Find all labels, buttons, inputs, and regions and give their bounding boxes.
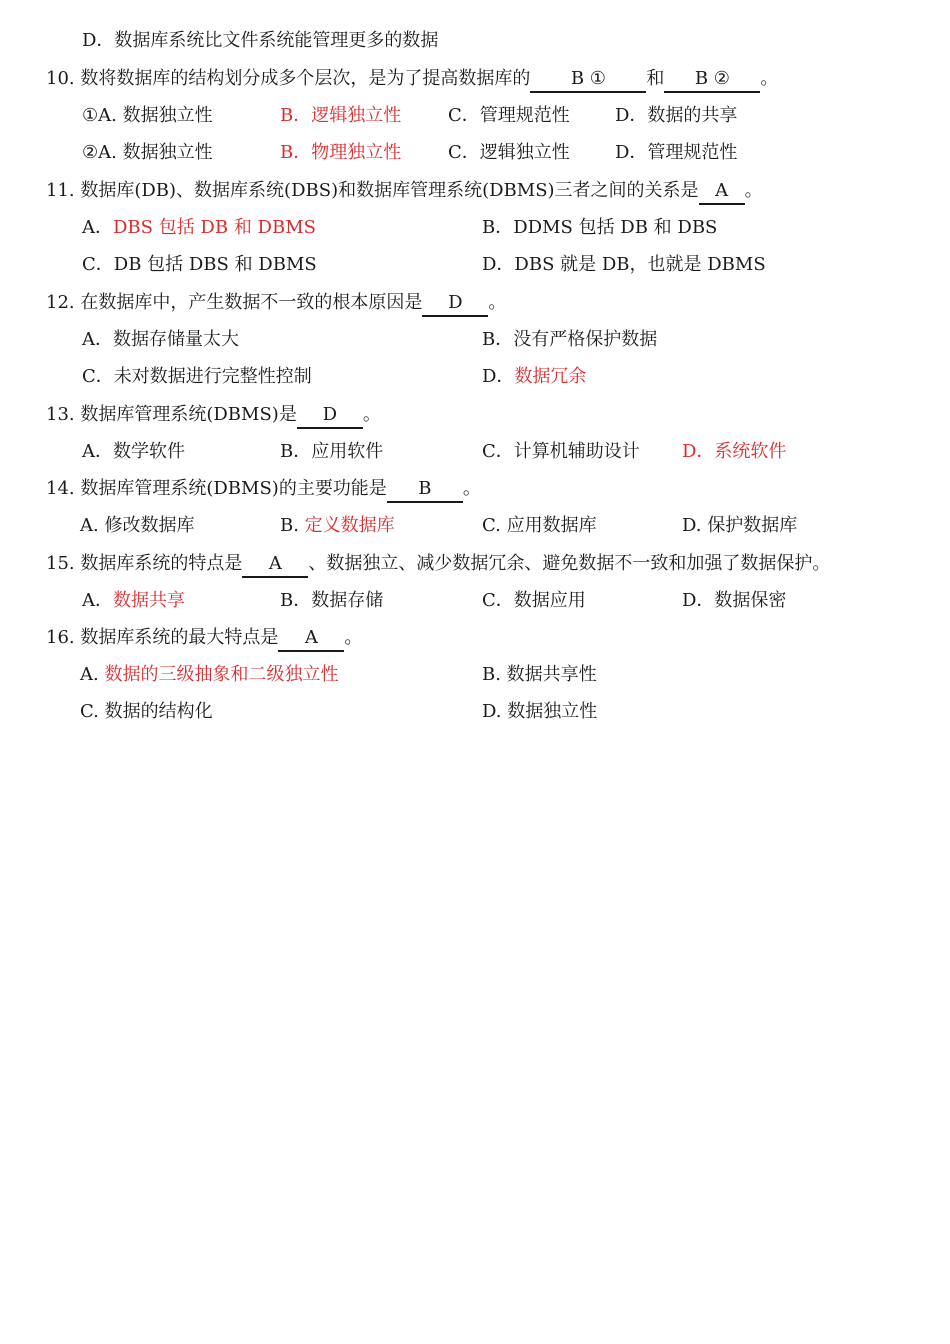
q10-r1-option-d: D．数据的共享: [615, 105, 738, 126]
q15-option-c: C．数据应用: [482, 590, 586, 611]
q13-option-a: A．数学软件: [82, 441, 185, 462]
q13-answer-blank: D: [297, 403, 363, 429]
q15-stem-end: 、数据独立、减少数据冗余、避免数据不一致和加强了数据保护。: [308, 553, 831, 574]
q16-stem-end: 。: [344, 627, 363, 648]
q16-option-row-1: [0, 660, 950, 690]
q11-option-d: D．DBS 就是 DB，也就是 DBMS: [482, 254, 766, 275]
q10-r1-option-c: C．管理规范性: [448, 105, 570, 126]
q12-option-d: D．数据冗余: [482, 366, 587, 387]
q15-option-a: A．数据共享: [82, 590, 185, 611]
q12-stem-end: 。: [488, 292, 507, 313]
q15-option-a-text: 数据共享: [113, 590, 185, 611]
q12-stem: [0, 288, 950, 318]
q10-stem-end: 。: [760, 68, 779, 89]
q14-option-c: C. 应用数据库: [482, 515, 597, 536]
q12-option-row-1: [0, 325, 950, 355]
q10-stem: [0, 64, 950, 94]
q16-option-a: A. 数据的三级抽象和二级独立性: [80, 664, 339, 685]
q10-r2-option-b: B．物理独立性: [280, 142, 402, 163]
q14-stem-end: 。: [462, 478, 481, 499]
q16-answer-blank: A: [278, 626, 344, 652]
q13-option-c: C．计算机辅助设计: [482, 441, 640, 462]
q11-answer-blank: A: [699, 179, 745, 205]
q10-option-row-2: [0, 138, 950, 168]
q10-answer-blank-2: B ②: [664, 67, 760, 93]
q13-stem: [0, 400, 950, 430]
q10-r2-option-a: ②A. 数据独立性: [82, 142, 213, 163]
q15-stem-text: 15. 数据库系统的特点是: [46, 553, 243, 574]
q12-stem-text: 12. 在数据库中，产生数据不一致的根本原因是: [46, 292, 423, 313]
q12-option-b: B．没有严格保护数据: [482, 329, 658, 350]
q15-answer-blank: A: [242, 552, 308, 578]
q14-stem-text: 14. 数据库管理系统(DBMS)的主要功能是: [46, 478, 387, 499]
q16-stem-text: 16. 数据库系统的最大特点是: [46, 627, 279, 648]
q14-option-a: A. 修改数据库: [80, 515, 195, 536]
q16-option-d: D. 数据独立性: [482, 701, 598, 722]
q12-answer-blank: D: [422, 291, 488, 317]
q16-option-c: C. 数据的结构化: [80, 701, 213, 722]
q11-option-a-text: DBS 包括 DB 和 DBMS: [113, 217, 316, 238]
q11-option-b: B．DDMS 包括 DB 和 DBS: [482, 217, 718, 238]
q10-stem-mid: 和: [646, 68, 665, 89]
q12-option-d-text: 数据冗余: [514, 366, 587, 387]
q10-answer-blank-1: B ①: [530, 67, 646, 93]
q14-option-b-text: 定义数据库: [304, 515, 395, 536]
q10-r2-option-d: D．管理规范性: [615, 142, 738, 163]
q15-option-b: B．数据存储: [280, 590, 384, 611]
q14-option-b: B. 定义数据库: [280, 515, 395, 536]
q10-r2-option-c: C．逻辑独立性: [448, 142, 570, 163]
q13-option-d: D．系统软件: [682, 441, 787, 462]
q10-r1-option-b: B．逻辑独立性: [280, 105, 402, 126]
q13-option-b: B．应用软件: [280, 441, 384, 462]
q16-option-a-text: 数据的三级抽象和二级独立性: [104, 664, 339, 685]
q12-option-a: A．数据存储量太大: [82, 329, 239, 350]
q14-answer-blank: B: [387, 477, 463, 503]
q15-option-d: D．数据保密: [682, 590, 787, 611]
q15-option-row: [0, 586, 950, 616]
q11-stem: [0, 176, 950, 206]
q14-stem: [0, 474, 950, 504]
q11-stem-text: 11. 数据库(DB)、数据库系统(DBS)和数据库管理系统(DBMS)三者之间的关系是: [46, 180, 699, 201]
q16-option-row-2: [0, 697, 950, 727]
q9-option-d: D．数据库系统比文件系统能管理更多的数据: [82, 30, 439, 51]
q11-stem-end: 。: [744, 180, 763, 201]
q10-stem-text: 10. 数将数据库的结构划分成多个层次，是为了提高数据库的: [46, 68, 531, 89]
q15-stem: [0, 549, 950, 579]
q12-option-c: C．未对数据进行完整性控制: [82, 366, 312, 387]
q9-option-row: [0, 26, 950, 56]
q14-option-row: [0, 511, 950, 541]
q11-option-row-2: [0, 250, 950, 280]
q13-stem-text: 13. 数据库管理系统(DBMS)是: [46, 404, 297, 425]
q11-option-c: C．DB 包括 DBS 和 DBMS: [82, 254, 317, 275]
q13-stem-end: 。: [362, 404, 381, 425]
q11-option-row-1: [0, 213, 950, 243]
q16-stem: [0, 623, 950, 653]
q16-option-b: B. 数据共享性: [482, 664, 597, 685]
q13-option-row: [0, 437, 950, 467]
q10-r1-option-a: ①A. 数据独立性: [82, 105, 213, 126]
q14-option-d: D. 保护数据库: [682, 515, 798, 536]
q11-option-a: A．DBS 包括 DB 和 DBMS: [82, 217, 316, 238]
q12-option-row-2: [0, 362, 950, 392]
q10-option-row-1: [0, 101, 950, 131]
